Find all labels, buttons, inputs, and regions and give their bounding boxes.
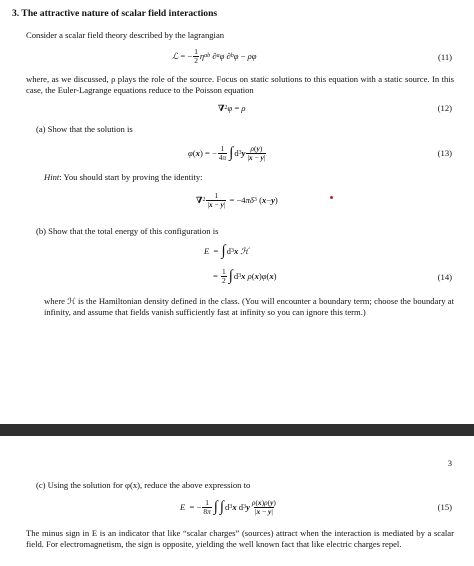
part-b-label: (b) Show that the total energy of this configuration is xyxy=(36,226,219,236)
part-a-label: (a) Show that the solution is xyxy=(36,124,133,134)
equation-14-line-1: E = ∫ d 3 x ℋ xyxy=(204,242,249,259)
equation-14-line-2: = $\frac{1}{2}$ ∫ d 3 x ρ ( x ) φ ( x ) xyxy=(213,266,277,285)
hint-line xyxy=(44,172,203,183)
equation-11-number: (11) xyxy=(438,52,452,62)
equation-12-number: (12) xyxy=(437,103,452,113)
page-divider xyxy=(0,424,474,436)
page-number: 3 xyxy=(447,458,452,468)
part-c-label: (c) Using the solution for φ(x), reduce the above expression to xyxy=(36,480,251,490)
page-2 xyxy=(0,436,474,566)
equation-13: φ ( x ) = − $\frac{1}{4\pi}$ ∫ d 3 y $\frac{\rho(y)}{|x - y|}$ xyxy=(188,143,266,162)
equation-14-number: (14) xyxy=(437,272,452,282)
paragraph-poisson: where, as we discussed, ρ plays the role of the source. Focus on static solutions to this equation with a static source. In this case, the Euler-Lagrange equations reduce to the Poisson equation xyxy=(26,74,454,95)
problem-heading: 3. The attractive nature of scalar field interactions xyxy=(12,8,218,19)
equation-11: ℒ = − $\frac{1}{2}$ η ab ∂ a φ ∂ b φ − ρφ xyxy=(172,46,257,65)
paragraph-hamiltonian: where ℋ is the Hamiltonian density defined in the class. (You will encounter a boundary term; choose the boundary at infinity, and assume that fields vanish sufficiently fast at infinity so you can ignore this term.) xyxy=(44,296,454,317)
intro-text: Consider a scalar field theory described by the lagrangian xyxy=(26,30,225,40)
equation-15: E = − $\frac{1}{8\pi}$ ∫ ∫ d 3 x d 3 y $\frac{\rho(x)\rho(y)}{|x - y|}$ xyxy=(180,497,276,516)
annotation-dot xyxy=(330,196,333,199)
hint-text: : You should start by proving the identity: xyxy=(59,172,203,182)
equation-12: ∇ 2 φ = ρ xyxy=(218,103,246,113)
paragraph-conclusion: The minus sign in E is an indicator that like “scalar charges” (sources) attract when the interaction is mediated by a scalar field. For electromagnetism, the sign is opposite, yielding the well known fact that like electric charges repel. xyxy=(26,528,454,549)
equation-15-number: (15) xyxy=(437,502,452,512)
equation-13-number: (13) xyxy=(437,148,452,158)
equation-identity: ∇ 2 $\frac{1}{|x - y|}$ = −4 π δ 3 ( x − y ) xyxy=(196,190,278,209)
hint-label: Hint xyxy=(44,172,60,182)
